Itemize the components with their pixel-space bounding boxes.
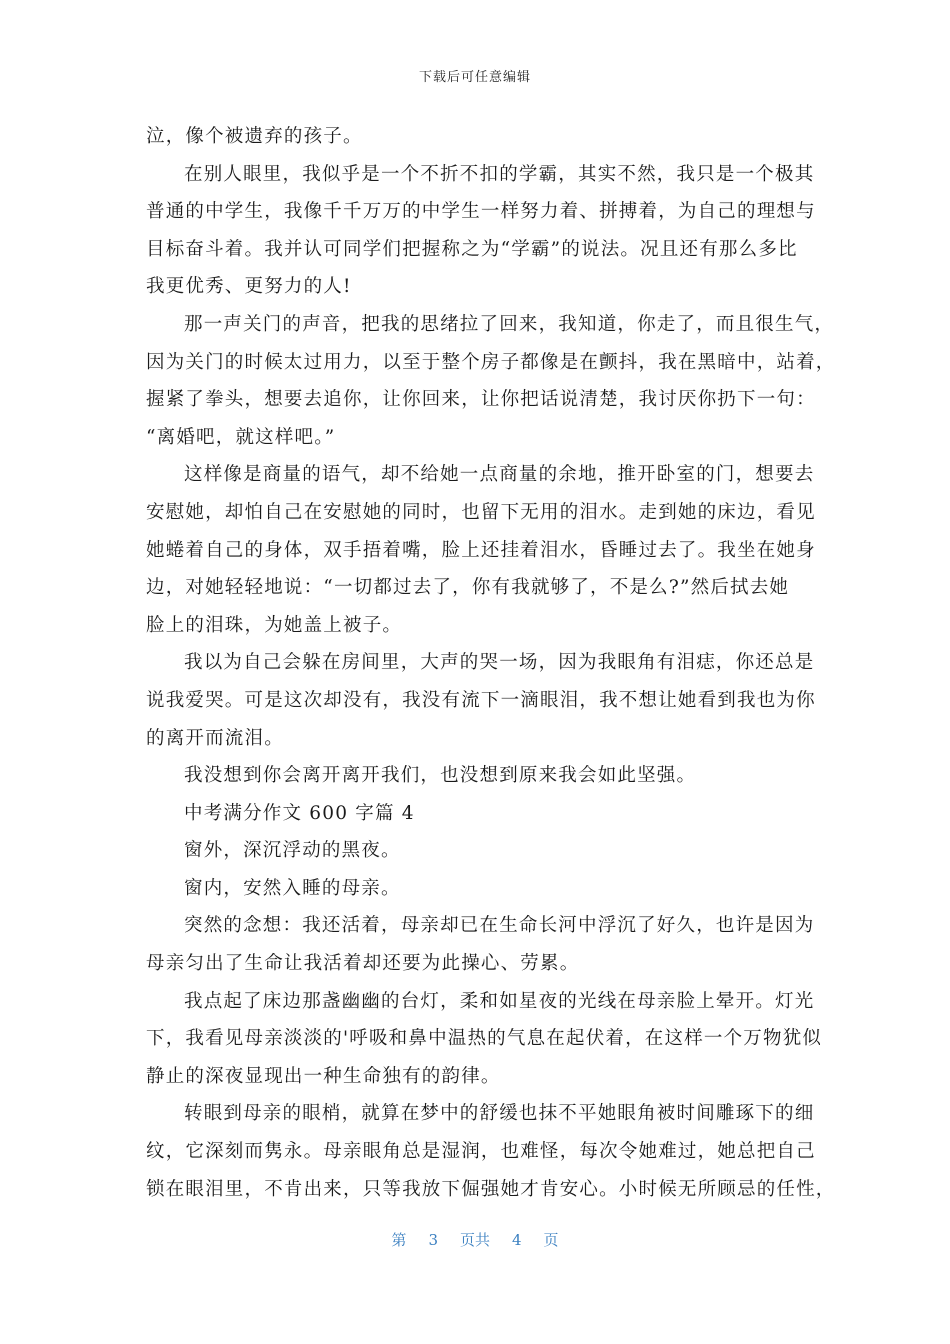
text-line: 这样像是商量的语气，却不给她一点商量的余地，推开卧室的门，想要去 [184, 464, 815, 486]
text-line: 锁在眼泪里，不肯出来，只等我放下倔强她才肯安心。小时候无所顾忌的任性， [146, 1178, 836, 1200]
text-line: 的离开而流泪。 [146, 727, 284, 749]
page-suffix: 页 [543, 1231, 559, 1249]
page-middle: 页共 [459, 1231, 490, 1249]
text-line: 握紧了拳头，想要去追你，让你回来，让你把话说清楚，我讨厌你扔下一句： [146, 389, 816, 411]
page-prefix: 第 [391, 1231, 407, 1249]
text-line: 我点起了床边那盏幽幽的台灯，柔和如星夜的光线在母亲脸上晕开。灯光 [184, 990, 815, 1012]
text-line: 窗外，深沉浮动的黑夜。 [184, 840, 401, 862]
text-line: 边，对她轻轻地说：“一切都过去了，你有我就够了，不是么?”然后拭去她 [146, 577, 790, 599]
page-number: 3 [428, 1231, 438, 1249]
text-line: 她蜷着自己的身体，双手捂着嘴，脸上还挂着泪水，昏睡过去了。我坐在她身 [146, 539, 816, 561]
text-line: 我没想到你会离开离开我们，也没想到原来我会如此坚强。 [184, 765, 697, 787]
text-line: 我以为自己会躲在房间里，大声的哭一场，因为我眼角有泪痣，你还总是 [184, 652, 815, 674]
text-line: 转眼到母亲的眼梢，就算在梦中的舒缓也抹不平她眼角被时间雕琢下的细 [184, 1103, 815, 1125]
text-line: 泣，像个被遗弃的孩子。 [146, 126, 363, 147]
text-line: 因为关门的时候太过用力，以至于整个房子都像是在颤抖，我在黑暗中，站着， [146, 351, 836, 373]
page-total: 4 [512, 1231, 522, 1249]
text-line: 普通的中学生，我像千千万万的中学生一样努力着、拼搏着，为自己的理想与 [146, 201, 816, 223]
text-line: 脸上的泪珠，为她盖上被子。 [146, 614, 403, 636]
text-line: 静止的深夜显现出一种生命独有的韵律。 [146, 1065, 501, 1087]
text-line: 母亲匀出了生命让我活着却还要为此操心、劳累。 [146, 953, 580, 975]
document-body [146, 118, 836, 1208]
text-line: 纹，它深刻而隽永。母亲眼角总是湿润，也难怪，每次令她难过，她总把自己 [146, 1141, 816, 1163]
text-line: 目标奋斗着。我并认可同学们把握称之为“学霸”的说法。况且还有那么多比 [146, 238, 798, 260]
text-line: 说我爱哭。可是这次却没有，我没有流下一滴眼泪，我不想让她看到我也为你 [146, 689, 816, 711]
text-line: 我更优秀、更努力的人! [146, 276, 352, 298]
section-heading: 中考满分作文 600 字篇 4 [184, 802, 415, 824]
text-line: 那一声关门的声音，把我的思绪拉了回来，我知道，你走了，而且很生气， [184, 313, 835, 335]
text-line: 安慰她，却怕自己在安慰她的同时，也留下无用的泪水。走到她的床边，看见 [146, 501, 816, 523]
text-line: 在别人眼里，我似乎是一个不折不扣的学霸，其实不然，我只是一个极其 [184, 163, 815, 185]
page-footer [0, 1229, 950, 1250]
page-header: 下载后可任意编辑 [418, 70, 531, 85]
text-line: “离婚吧，就这样吧。” [146, 426, 336, 448]
text-line: 下，我看见母亲淡淡的'呼吸和鼻中温热的气息在起伏着，在这样一个万物犹似 [146, 1028, 823, 1050]
text-line: 窗内，安然入睡的母亲。 [184, 877, 401, 899]
text-line: 突然的念想：我还活着，母亲却已在生命长河中浮沉了好久，也许是因为 [184, 915, 815, 937]
